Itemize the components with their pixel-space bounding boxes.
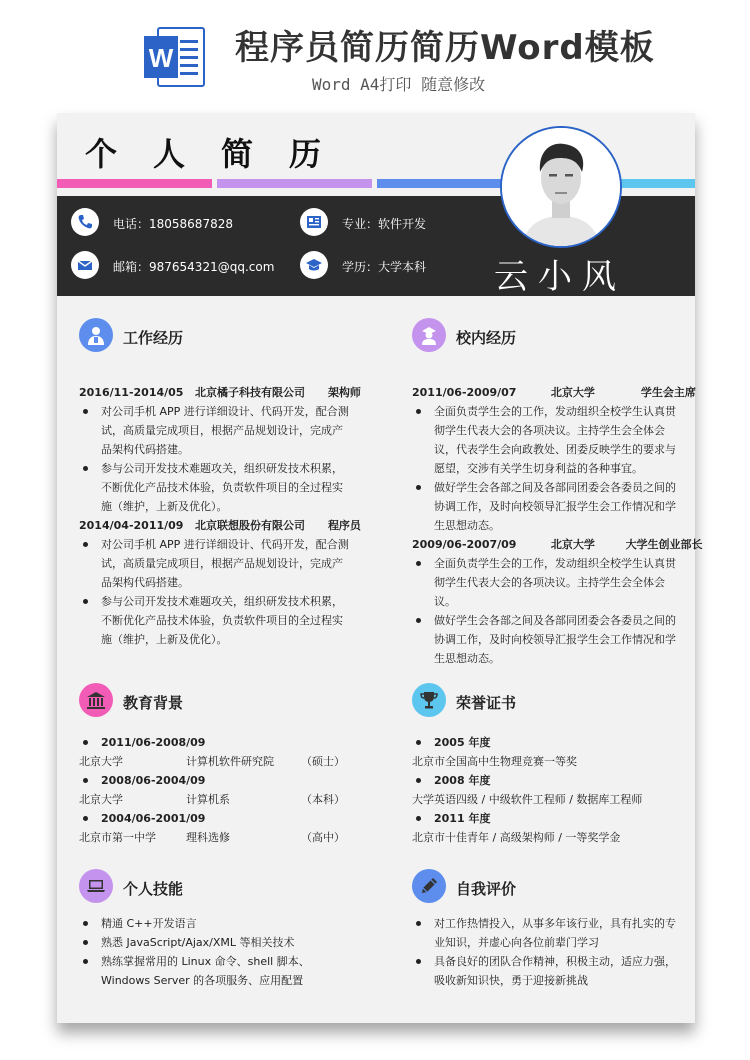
contact-education-text: 学历：大学本科: [342, 260, 427, 274]
work-period: 2016/11-2014/05: [79, 386, 184, 399]
campus-org: 北京大学: [550, 538, 595, 551]
work-entry-header: [79, 383, 361, 402]
education-period: 2004/06-2001/09: [79, 809, 351, 828]
campus-bullet: 全面负责学生会的工作，发动组织全校学生认真贯彻学生代表大会的各项决议。主持学生会全体会议，代表学生会向政教处、团委反映学生的要求与愿望，交涉有关学生切身利益的各种事宜。: [412, 402, 684, 478]
education-period: 2008/06-2004/09: [79, 771, 351, 790]
pen-icon: [412, 869, 446, 903]
work-company: 北京联想股份有限公司: [194, 519, 305, 532]
campus-period: 2011/06-2009/07: [412, 386, 517, 399]
work-bullet: 对公司手机 APP 进行详细设计、代码开发，配合测试，高质量完成项目，根据产品规划设计，完成产品架构代码搭建。: [79, 402, 351, 459]
work-bullet: 对公司手机 APP 进行详细设计、代码开发，配合测试，高质量完成项目，根据产品规划设计，完成产品架构代码搭建。: [79, 535, 351, 592]
education-major: 计算机系: [186, 793, 230, 806]
honor-detail: 大学英语四级 / 中级软件工程师 / 数据库工程师: [412, 793, 643, 806]
resume-heading-char: 个: [85, 135, 154, 173]
education-row: [79, 828, 351, 847]
institution-icon: [79, 683, 113, 717]
campus-bullet: 做好学生会各部之间及各部同团委会各委员之间的协调工作，及时向校领导汇报学生会工作情况和学生思想动态。: [412, 478, 684, 535]
education-degree: （高中）: [301, 831, 345, 844]
section-skills-title: 个人技能: [123, 880, 184, 898]
section-campus-title: 校内经历: [456, 329, 517, 347]
contact-major-text: 专业：软件开发: [342, 217, 427, 231]
campus-entry-header: [412, 383, 696, 402]
work-role: 架构师: [327, 386, 361, 399]
honor-year: 2011 年度: [412, 809, 684, 828]
resume-heading-char: 人: [153, 135, 222, 173]
word-document-icon: [140, 22, 210, 92]
education-degree: （本科）: [301, 793, 345, 806]
template-subtitle: Word A4打印 随意修改: [312, 75, 486, 94]
honor-year: 2005 年度: [412, 733, 684, 752]
work-entry-header: [79, 516, 361, 535]
education-school: 北京大学: [79, 793, 123, 806]
skill-item: 精通 C++开发语言: [79, 914, 351, 933]
education-period: 2011/06-2008/09: [79, 733, 351, 752]
resume-heading-char: 简: [221, 135, 290, 173]
honors-column: [412, 733, 684, 847]
work-role: 程序员: [327, 519, 361, 532]
skills-column: [79, 914, 351, 990]
contact-email-text: 邮箱：987654321@qq.com: [113, 260, 275, 274]
honor-year: 2008 年度: [412, 771, 684, 790]
honor-detail: 北京市十佳青年 / 高级架构师 / 一等奖学金: [412, 831, 621, 844]
color-stripe-pink: [57, 179, 212, 188]
education-row: [79, 790, 351, 809]
campus-role: 学生会主席: [640, 386, 696, 399]
work-period: 2014/04-2011/09: [79, 519, 184, 532]
skill-item: 熟悉 JavaScript/Ajax/XML 等相关技术: [79, 933, 351, 952]
education-major: 计算机软件研究院: [186, 755, 274, 768]
self-eval-item: 具备良好的团队合作精神，积极主动，适应力强，吸收新知识快，勇于迎接新挑战: [412, 952, 684, 990]
contact-phone-text: 电话：18058687828: [113, 217, 233, 231]
work-bullet: 参与公司开发技术难题攻关，组织研发技术积累，不断优化产品技术体验，负责软件项目的全过程实施（维护，上新及优化）。: [79, 459, 351, 516]
template-banner: [0, 0, 750, 105]
template-title: 程序员简历简历Word模板: [235, 28, 655, 68]
graduation-cap-icon: [300, 251, 328, 279]
section-work-title: 工作经历: [123, 329, 184, 347]
phone-icon: [71, 208, 99, 236]
work-bullet: 参与公司开发技术难题攻关，组织研发技术积累，不断优化产品技术体验，负责软件项目的全过程实施（维护，上新及优化）。: [79, 592, 351, 649]
campus-bullet: 全面负责学生会的工作，发动组织全校学生认真贯彻学生代表大会的各项决议。主持学生会全体会议。: [412, 554, 684, 611]
campus-bullet: 做好学生会各部之间及各部同团委会各委员之间的协调工作，及时向校领导汇报学生会工作情况和学生思想动态。: [412, 611, 684, 668]
resume-page: [57, 113, 703, 1023]
color-stripe-blue: [377, 179, 517, 188]
resume-heading: [85, 129, 357, 175]
color-stripe-purple: [217, 179, 372, 188]
word-icon-letter: W: [148, 43, 174, 73]
profile-photo: [500, 126, 622, 248]
honor-detail: 北京市全国高中生物理竞赛一等奖: [412, 755, 577, 768]
self-eval-column: [412, 914, 684, 990]
section-honors-title: 荣誉证书: [456, 694, 517, 712]
section-education-title: 教育背景: [123, 694, 184, 712]
education-major: 理科选修: [186, 831, 230, 844]
campus-column: [412, 383, 703, 668]
campus-role: 大学生创业部长: [625, 538, 703, 551]
education-column: [79, 733, 351, 847]
newspaper-icon: [300, 208, 328, 236]
candidate-name: 云小风: [494, 257, 626, 297]
resume-heading-char: 历: [289, 135, 358, 173]
worker-icon: [79, 318, 113, 352]
skill-item: 熟练掌握常用的 Linux 命令、shell 脚本、Windows Server 的各项服务、应用配置: [79, 952, 351, 990]
work-company: 北京橘子科技有限公司: [194, 386, 305, 399]
education-school: 北京大学: [79, 755, 123, 768]
education-school: 北京市第一中学: [79, 831, 156, 844]
campus-period: 2009/06-2007/09: [412, 538, 517, 551]
education-row: [79, 752, 351, 771]
campus-entry-header: [412, 535, 703, 554]
education-degree: （硕士）: [301, 755, 345, 768]
work-column: [79, 383, 361, 649]
campus-org: 北京大学: [550, 386, 595, 399]
section-self-eval-title: 自我评价: [456, 880, 517, 898]
student-icon: [412, 318, 446, 352]
laptop-icon: [79, 869, 113, 903]
self-eval-item: 对工作热情投入，从事多年该行业，具有扎实的专业知识，并虚心向各位前辈门学习: [412, 914, 684, 952]
mail-icon: [71, 251, 99, 279]
trophy-icon: [412, 683, 446, 717]
